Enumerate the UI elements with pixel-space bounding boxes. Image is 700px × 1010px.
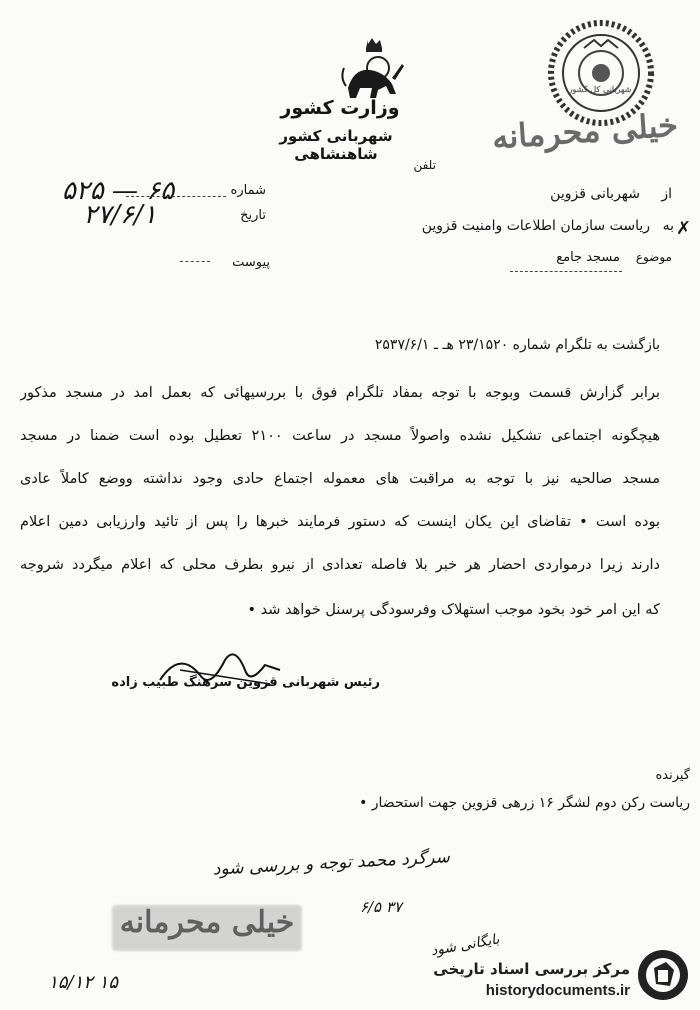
seal-text: شهربانی کل کشور	[568, 84, 632, 94]
recipient-line: ریاست رکن دوم لشگر ۱۶ زرهی قزوین جهت استحضار •	[359, 795, 690, 811]
margin-note: بایگانی شود	[429, 931, 501, 960]
body-line: هیچگونه اجتماعی تشکیل نشده واصولاً مسجد در ساعت ۲۱۰۰ تعطیل بوده است ضمنا در مسجد	[20, 428, 660, 444]
attachment-underline	[180, 261, 210, 262]
attachment-label: پیوست	[232, 255, 270, 270]
handwritten-date: ۶/۵ ۳۷	[359, 898, 402, 916]
classification-stamp: خیلی محرمانه	[490, 105, 680, 157]
body-line: که این امر خود بخود موجب استهلاک وفرسودگی پرسنل خواهد شد •	[247, 602, 660, 618]
from-value: شهربانی قزوین	[550, 186, 640, 202]
subject-value: مسجد جامع	[556, 250, 620, 265]
date-label: تاریخ	[240, 208, 266, 223]
bottom-classification-stamp: خیلی محرمانه	[119, 905, 295, 940]
watermark-org: مرکز بررسی اسناد تاریخی	[433, 960, 630, 978]
to-value: ریاست سازمان اطلاعات وامنیت قزوین	[421, 218, 650, 234]
bottom-left-date: ۱۵/۱۲ ۱۵	[48, 972, 118, 993]
number-value: ۵۲۵ — ۶۵	[61, 176, 175, 206]
date-value: ۲۷/۶/۱	[83, 200, 157, 230]
signatory-title: رئیس شهربانی قزوین سرهنگ طبیب زاده	[111, 675, 380, 690]
watermark-site[interactable]: historydocuments.ir	[485, 982, 630, 999]
watermark-logo-icon	[636, 948, 690, 1002]
body-line: دارند زیرا درمواردی احضار هر خبر بلا فاصله تعدادی از نیرو بطرف محلی که اعلام میگردد شروجه	[20, 557, 660, 573]
number-underline	[126, 196, 226, 197]
subject-label: موضوع	[635, 250, 672, 264]
handwritten-note: سرگرد محمد توجه و بررسی شود	[212, 847, 451, 880]
to-label: به	[662, 218, 674, 234]
number-label: شماره	[230, 183, 266, 198]
check-mark: ✗	[676, 218, 692, 239]
body-line: بوده است • تقاضای این یکان اینست که دستور فرمایند خبرها را پس از تائید وارزیابی دمین اعلام	[20, 514, 660, 530]
recipients-label: گیرنده	[655, 768, 690, 783]
signature-scribble	[150, 640, 290, 700]
body-line: مسجد صالحیه نیز با توجه به مراقبت های معموله اجتماع حادی وجود نداشته ووضع کاملاً عادی	[20, 471, 660, 487]
organization-title: شهربانی کشور شاهنشاهی	[279, 127, 393, 163]
subject-underline	[510, 271, 622, 272]
body-line: برابر گزارش قسمت وبوجه با توجه بمفاد تلگرام فوق با بررسیهائی که بعمل امد در مسجد مذکور	[20, 385, 660, 401]
lion-and-sun-emblem	[338, 38, 410, 102]
reference-line: بازگشت به تلگرام شماره ۲۳/۱۵۲۰ هـ ـ ۲۵۳۷/۶/۱	[374, 337, 660, 353]
from-label: از	[661, 186, 672, 202]
phone-label: تلفن	[413, 158, 436, 172]
ministry-title: وزارت کشور	[280, 97, 400, 119]
